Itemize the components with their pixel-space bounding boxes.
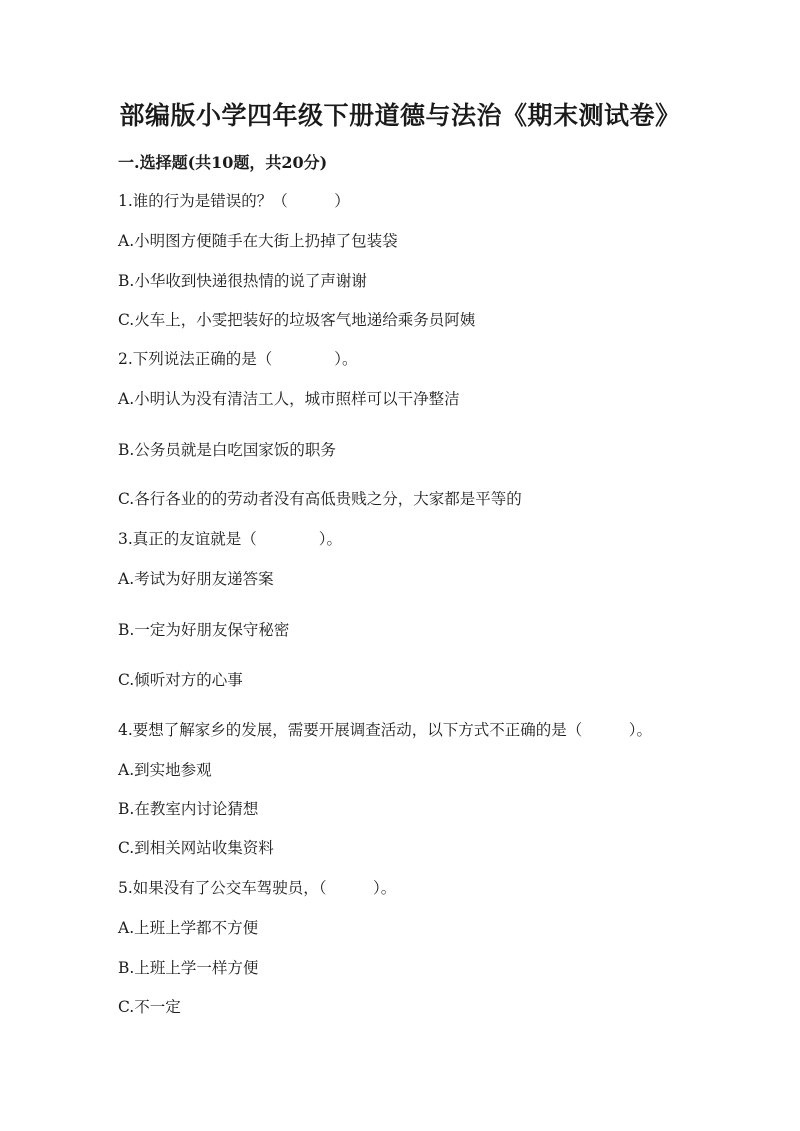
question-1-option-c: C.火车上，小雯把装好的垃圾客气地递给乘务员阿姨 [118,311,476,329]
question-5-option-c: C.不一定 [118,998,181,1016]
question-4-stem: 4.要想了解家乡的发展，需要开展调查活动，以下方式不正确的是（ ）。 [118,721,653,739]
question-5-option-a: A.上班上学都不方便 [118,919,259,937]
section-heading: 一.选择题(共10题，共20分) [118,153,328,172]
question-4-option-c: C.到相关网站收集资料 [118,839,274,857]
question-2-stem: 2.下列说法正确的是（ ）。 [118,350,358,368]
question-3-option-a: A.考试为好朋友递答案 [118,570,274,588]
question-1-option-b: B.小华收到快递很热情的说了声谢谢 [118,272,367,290]
question-2-option-c: C.各行各业的的劳动者没有高低贵贱之分，大家都是平等的 [118,490,522,508]
question-5-stem: 5.如果没有了公交车驾驶员，（ ）。 [118,879,397,897]
question-4-option-a: A.到实地参观 [118,761,212,779]
question-2-option-b: B.公务员就是白吃国家饭的职务 [118,441,336,459]
question-5-option-b: B.上班上学一样方便 [118,959,259,977]
question-3-option-c: C.倾听对方的心事 [118,671,243,689]
question-3-stem: 3.真正的友谊就是（ ）。 [118,530,343,548]
question-2-option-a: A.小明认为没有清洁工人，城市照样可以干净整洁 [118,390,460,408]
question-1-stem: 1.谁的行为是错误的？（ ） [118,192,350,210]
question-3-option-b: B.一定为好朋友保守秘密 [118,621,290,639]
question-1-option-a: A.小明图方便随手在大街上扔掉了包装袋 [118,232,398,250]
question-4-option-b: B.在教室内讨论猜想 [118,800,259,818]
page-title: 部编版小学四年级下册道德与法治《期末测试卷》 [119,101,681,130]
